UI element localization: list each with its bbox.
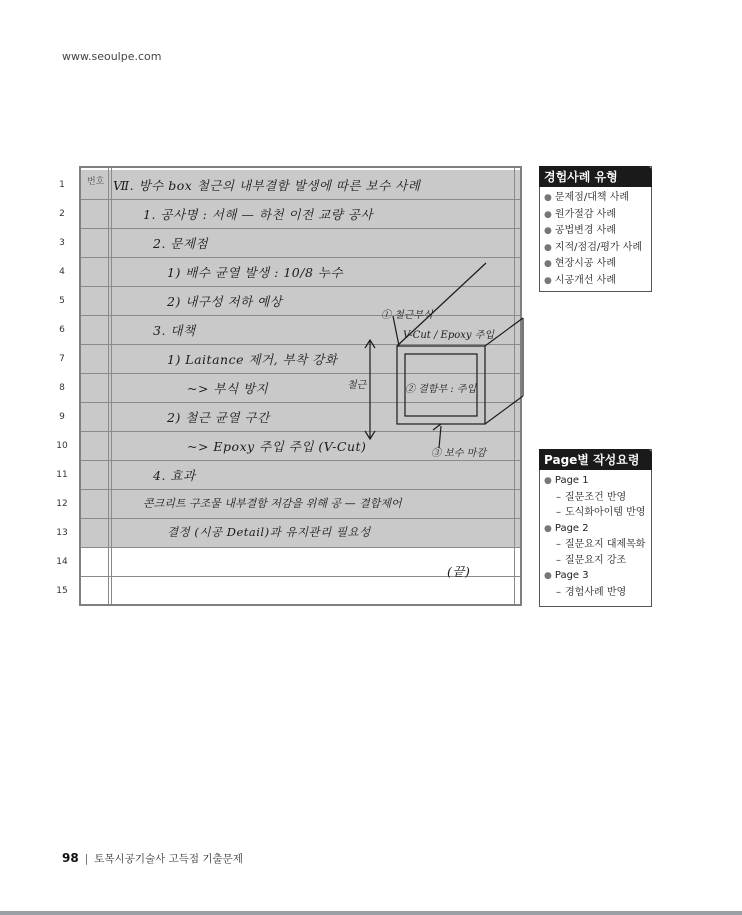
dash-icon: –: [556, 554, 561, 566]
page-guide-subitem: – 질문요지 대제목화: [556, 539, 646, 550]
line-number: 8: [59, 383, 65, 393]
dash-icon: –: [556, 586, 561, 598]
line-number: 7: [59, 354, 65, 364]
case-type-item: ● 원가절감 사례: [544, 208, 616, 220]
answer-sheet: [79, 166, 522, 606]
page-guide-subitem: – 도식화아이템 반영: [556, 507, 646, 518]
answer-line-8: ~> 부식 방지: [187, 381, 269, 396]
bullet-icon: ●: [544, 523, 552, 534]
book-title: 토목시공기술사 고득점 기출문제: [94, 853, 243, 865]
answer-end-mark: (끝): [447, 564, 471, 579]
case-type-item: ● 공법변경 사례: [544, 225, 616, 236]
page-guide-subitem: – 질문조건 반영: [556, 491, 627, 503]
line-number: 10: [56, 441, 68, 451]
page-guide-subitem: – 질문요지 강조: [556, 554, 627, 566]
answer-line-5: 2) 내구성 저하 예상: [167, 294, 283, 309]
page-guide-title: Page별 작성요령: [539, 449, 652, 470]
dash-icon: –: [556, 539, 561, 550]
answer-line-4: 1) 배수 균열 발생 : 10/8 누수: [167, 265, 344, 280]
bullet-icon: ●: [544, 571, 552, 581]
case-type-item: ● 시공개선 사례: [544, 274, 616, 286]
line-number: 11: [56, 470, 68, 480]
sketch-label-rebar-corrosion: ① 철근부식: [381, 310, 433, 321]
sketch-label-vcut: V-Cut / Epoxy 주입: [403, 330, 495, 341]
line-number: 15: [56, 586, 68, 596]
page-number: 98: [62, 851, 79, 865]
bottom-bar: [0, 911, 742, 915]
line-number: 13: [56, 528, 68, 538]
line-number: 9: [59, 412, 65, 422]
case-type-item: ● 지적/점검/평가 사례: [544, 241, 643, 253]
page-guide-subitem: – 경험사례 반영: [556, 586, 627, 598]
answer-line-3: 2. 문제점: [153, 236, 209, 251]
sketch-label-injection: ② 결함부 : 주입: [405, 384, 477, 395]
answer-line-7: 1) Laitance 제거, 부착 강화: [167, 352, 338, 367]
line-number: 3: [59, 238, 65, 248]
answer-line-12: 콘크리트 구조물 내부결함 저감을 위해 공 — 결합제어: [143, 497, 402, 510]
case-type-item: ● 현장시공 사례: [544, 258, 616, 269]
dash-icon: –: [556, 491, 561, 503]
line-number: 14: [56, 557, 68, 567]
answer-line-1: Ⅶ. 방수 box 철근의 내부결함 발생에 따른 보수 사례: [113, 178, 421, 193]
line-number: 5: [59, 296, 65, 306]
case-types-box: [539, 166, 652, 292]
page-guide-item: ● Page 3: [544, 570, 589, 581]
bullet-icon: ●: [544, 226, 552, 236]
dash-icon: –: [556, 507, 561, 518]
page-footer: [62, 851, 243, 866]
bullet-icon: ●: [544, 476, 552, 486]
answer-line-6: 3. 대책: [153, 323, 196, 338]
answer-line-10: ~> Epoxy 주입 주입 (V-Cut): [187, 439, 367, 454]
line-number: 4: [59, 267, 65, 277]
line-number: 1: [59, 180, 65, 190]
answer-line-13: 결정 (시공 Detail)과 유지관리 필요성: [167, 525, 371, 539]
bullet-icon: ●: [544, 209, 552, 220]
line-number: 6: [59, 325, 65, 335]
bullet-icon: ●: [544, 242, 552, 253]
sketch-label-finish: ③ 보수 마감: [431, 448, 486, 459]
line-number: 2: [59, 209, 65, 219]
bullet-icon: ●: [544, 275, 552, 286]
sketch-label-rebar: 철근: [347, 380, 367, 391]
answer-line-11: 4. 효과: [153, 468, 196, 483]
sketch-leader: [433, 424, 441, 430]
bullet-icon: ●: [544, 259, 552, 269]
line-number: 12: [56, 499, 68, 509]
case-type-item: ● 문제점/대책 사례: [544, 192, 630, 203]
bullet-icon: ●: [544, 193, 552, 203]
case-types-title: 경험사례 유형: [539, 166, 652, 187]
page-guide-box: [539, 449, 652, 607]
answer-line-9: 2) 철근 균열 구간: [167, 410, 270, 425]
page-guide-item: ● Page 1: [544, 475, 589, 486]
site-url: www.seoulpe.com: [62, 50, 162, 63]
page-guide-item: ● Page 2: [544, 522, 589, 534]
answer-line-2: 1. 공사명 : 서해 — 하천 이전 교량 공사: [143, 207, 373, 222]
sketch-edge: [485, 396, 523, 424]
number-column-label: 번호: [87, 177, 105, 187]
footer-separator: |: [84, 853, 89, 865]
